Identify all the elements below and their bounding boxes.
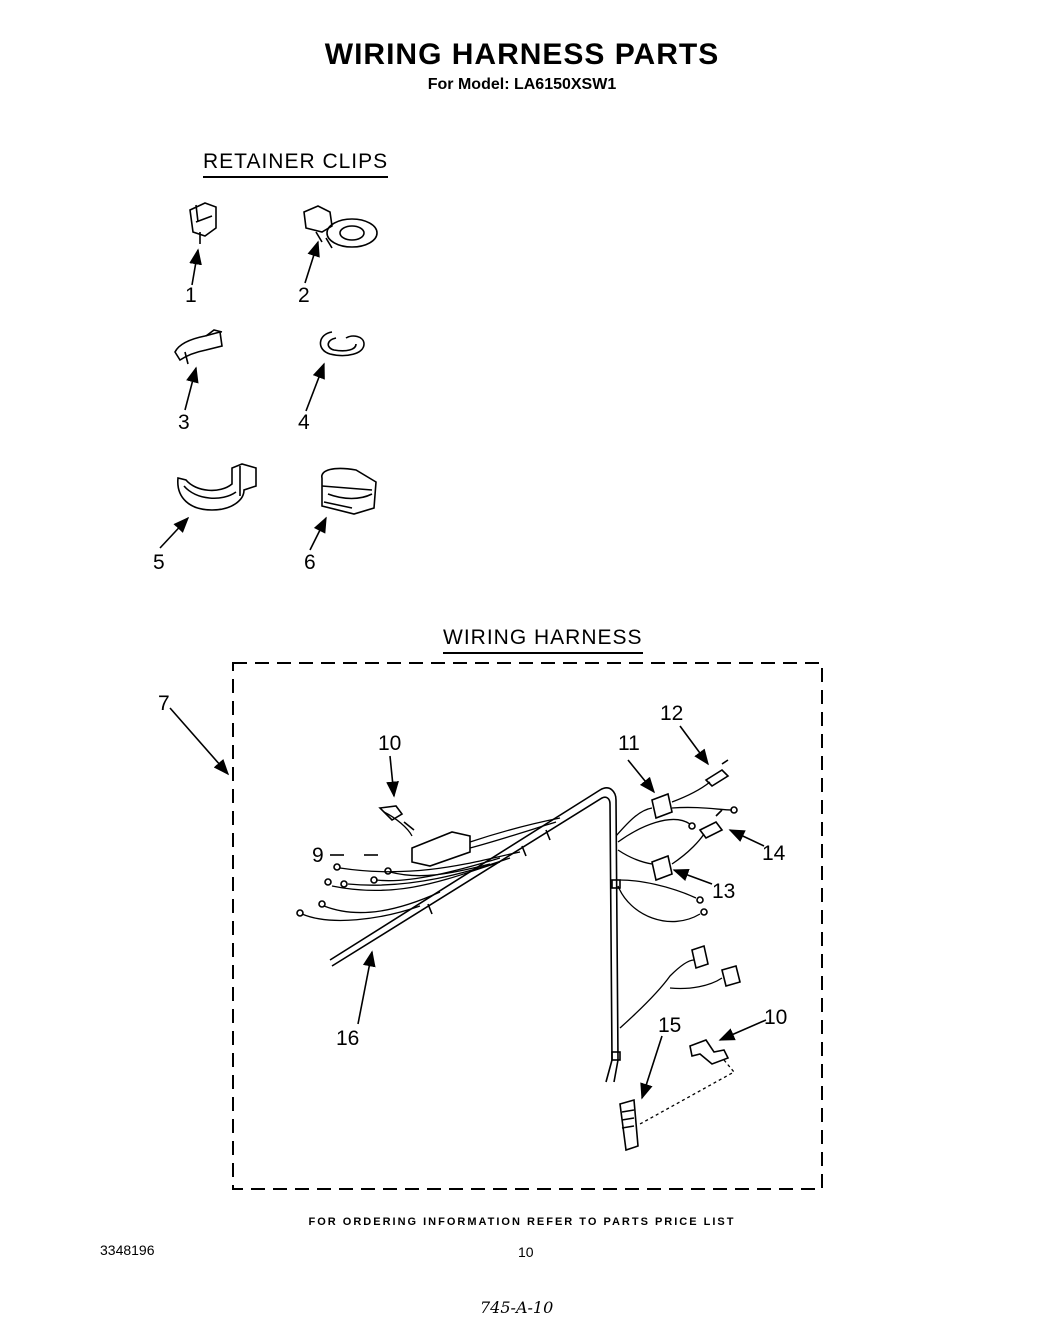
connector-9-drawing	[380, 806, 560, 866]
leader-10b	[720, 1020, 766, 1040]
leader-10a	[390, 756, 394, 796]
harness-boundary-box	[233, 663, 822, 1189]
clip-2-drawing	[304, 206, 377, 283]
retainer-clips-heading: RETAINER CLIPS	[203, 150, 388, 178]
leader-11	[628, 760, 654, 792]
leader-3	[185, 368, 196, 410]
callout-9: 9	[312, 844, 324, 867]
clip-3-drawing	[175, 330, 222, 410]
callout-16: 16	[336, 1027, 360, 1050]
leader-7	[170, 708, 228, 774]
leader-12	[680, 726, 708, 764]
harness-trunk-drawing	[330, 788, 620, 1082]
callout-6: 6	[304, 551, 316, 574]
page-number: 10	[518, 1244, 534, 1260]
callout-4: 4	[298, 411, 310, 434]
callout-10a: 10	[378, 732, 402, 755]
document-number: 3348196	[100, 1242, 155, 1258]
leader-16	[358, 952, 372, 1024]
loose-wires-drawing	[297, 852, 520, 920]
leader-4	[306, 364, 324, 411]
ordering-info-note: FOR ORDERING INFORMATION REFER TO PARTS PRICE LIST	[308, 1216, 736, 1228]
callout-13: 13	[712, 880, 736, 903]
leader-13	[674, 870, 712, 884]
callout-2: 2	[298, 284, 310, 307]
leader-1	[192, 250, 198, 285]
callout-7: 7	[158, 692, 170, 715]
leader-15	[642, 1036, 662, 1098]
model-subtitle: For Model: LA6150XSW1	[427, 76, 617, 93]
leader-14	[730, 830, 764, 846]
callout-15: 15	[658, 1014, 682, 1037]
handwritten-note: 745-A-10	[480, 1298, 554, 1317]
clip-1-drawing	[190, 203, 216, 285]
callout-14: 14	[762, 842, 786, 865]
right-branch-drawing	[616, 760, 740, 1150]
clip-4-drawing	[306, 332, 364, 411]
clip-5-drawing	[160, 464, 256, 548]
page-title: WIRING HARNESS PARTS	[324, 38, 720, 71]
callout-1: 1	[185, 284, 197, 307]
leader-6	[310, 518, 326, 550]
leader-5	[160, 518, 188, 548]
callout-11: 11	[618, 732, 640, 755]
callout-5: 5	[153, 551, 165, 574]
callout-10b: 10	[764, 1006, 788, 1029]
leader-2	[305, 242, 318, 283]
callout-3: 3	[178, 411, 190, 434]
callout-12: 12	[660, 702, 684, 725]
clip-6-drawing	[310, 468, 376, 550]
wiring-harness-heading: WIRING HARNESS	[443, 626, 643, 654]
